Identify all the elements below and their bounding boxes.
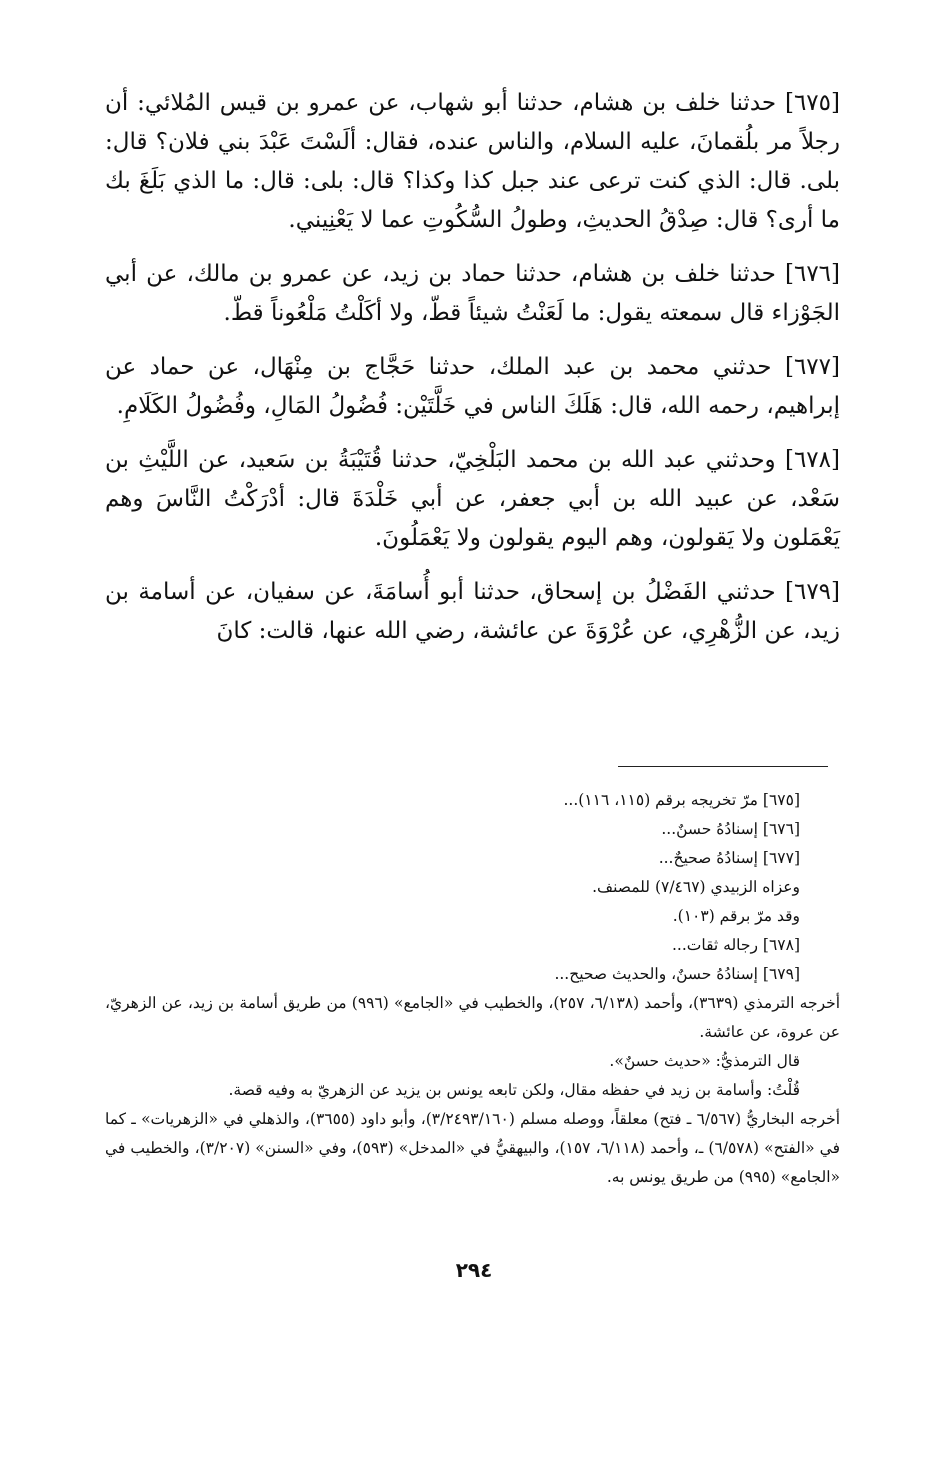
entry-number: [٦٧٦] [784,261,841,287]
footnote-line: [٦٧٥] مرّ تخريجه برقم (١١٥، ١١٦)... [563,791,800,809]
entry-text: حدثنا خلف بن هشام، حدثنا حماد بن زيد، عن عمرو بن مالك، عن أبي الجَوْزاء قال سمعته يقول: ما لَعَنْتُ شيئاً قطّ، ولا أكَلْتُ مَلْعُوناً قطّ. [105,261,840,326]
entry-text: حدثني الفَضْلُ بن إسحاق، حدثنا أبو أُسامَةَ، عن سفيان، عن أسامة بن زيد، عن الزُّهْرِي، عن عُرْوَةَ عن عائشة، رضي الله عنها، قالت: كانَ [105,579,840,644]
entry-text: وحدثني عبد الله بن محمد البَلْخِيّ، حدثنا قُتَيْبَةُ بن سَعيد، عن اللَّيْثِ بن سَعْد، عن عبيد الله بن أبي جعفر، عن أبي خَلْدَةَ قال: أدْرَكْتُ النَّاسَ وهم يَعْمَلون ولا يَقولون، وهم اليوم يقولون ولا يَعْمَلُونَ. [105,447,840,551]
footnote-line: وقد مرّ برقم (١٠٣). [672,907,800,925]
footnote-line: قُلْتُ: وأسامة بن زيد في حفظه مقال، ولكن تابعه يونس بن يزيد عن الزهريّ به وفيه قصة. [228,1081,800,1099]
hadith-entry-678 [105,441,840,558]
entry-text: حدثني محمد بن عبد الملك، حدثنا حَجَّاج بن مِنْهَال، عن حماد عن إبراهيم، رحمه الله، قال: هَلَكَ الناس في خَلَّتَيْن: فُضُولُ المَالِ، وفُضُولُ الكَلَامِ. [105,354,840,419]
entry-text: حدثنا خلف بن هشام، حدثنا أبو شهاب، عن عمرو بن قيس المُلائي: أن رجلاً مر بلُقمانَ، عليه السلام، والناس عنده، فقال: ألَسْتَ عَبْدَ بني فلان؟ قال: بلى. قال: الذي كنت ترعى عند جبل كذا وكذا؟ قال: بلى: قال: ما الذي بَلَغَ بك ما أرى؟ قال: صِدْقُ الحديثِ، وطولُ السُّكُوتِ عما لا يَعْنِيني. [105,90,840,233]
hadith-entry-675 [105,84,840,240]
footnote-line: [٦٧٦] إسنادُهُ حسنٌ... [661,820,800,838]
footnote-line: وعزاه الزبيدي (٧/٤٦٧) للمصنف. [592,878,800,896]
footnote-line: [٦٧٩] إسنادُهُ حسنٌ، والحديث صحيح... [554,965,800,983]
footnote-line: أخرجه الترمذي (٣٦٣٩)، وأحمد (٦/١٣٨، ٢٥٧)، والخطيب في «الجامع» (٩٩٦) من طريق أسامة بن زيد، عن الزهريّ، عن عروة، عن عائشة. [105,994,841,1041]
entry-number: [٦٧٥] [784,90,840,116]
entry-number: [٦٧٩] [784,579,841,605]
hadith-entry-677 [105,348,840,426]
hadith-entry-679 [105,573,840,651]
footnote-line: [٦٧٨] رجاله ثقات... [671,936,800,954]
footnote-separator [618,766,828,767]
footnote-line: أخرجه البخاريُّ (٦/٥٦٧ ـ فتح) معلقاً، ووصله مسلم (٣/٢٤٩٣/١٦٠)، وأبو داود (٣٦٥٥)، والذهلي في «الزهريات» ـ كما في «الفتح» (٦/٥٧٨) ـ، وأحمد (٦/١١٨، ١٥٧)، والبيهقيُّ في «المدخل» (٥٩٣)، وفي «السنن» (٣/٢٠٧)، والخطيب في «الجامع» (٩٩٥) من طريق يونس به. [105,1110,841,1186]
page-number: ٢٩٤ [455,1258,493,1282]
footnote-line: [٦٧٧] إسنادُهُ صحيحٌ... [658,849,800,867]
hadith-entry-676 [105,255,840,333]
footnote-line: قال الترمذيُّ: «حديث حسنٌ». [609,1052,800,1070]
footnotes [105,786,840,1192]
entry-number: [٦٧٧] [784,354,840,380]
main-text [105,84,840,666]
entry-number: [٦٧٨] [784,447,840,473]
